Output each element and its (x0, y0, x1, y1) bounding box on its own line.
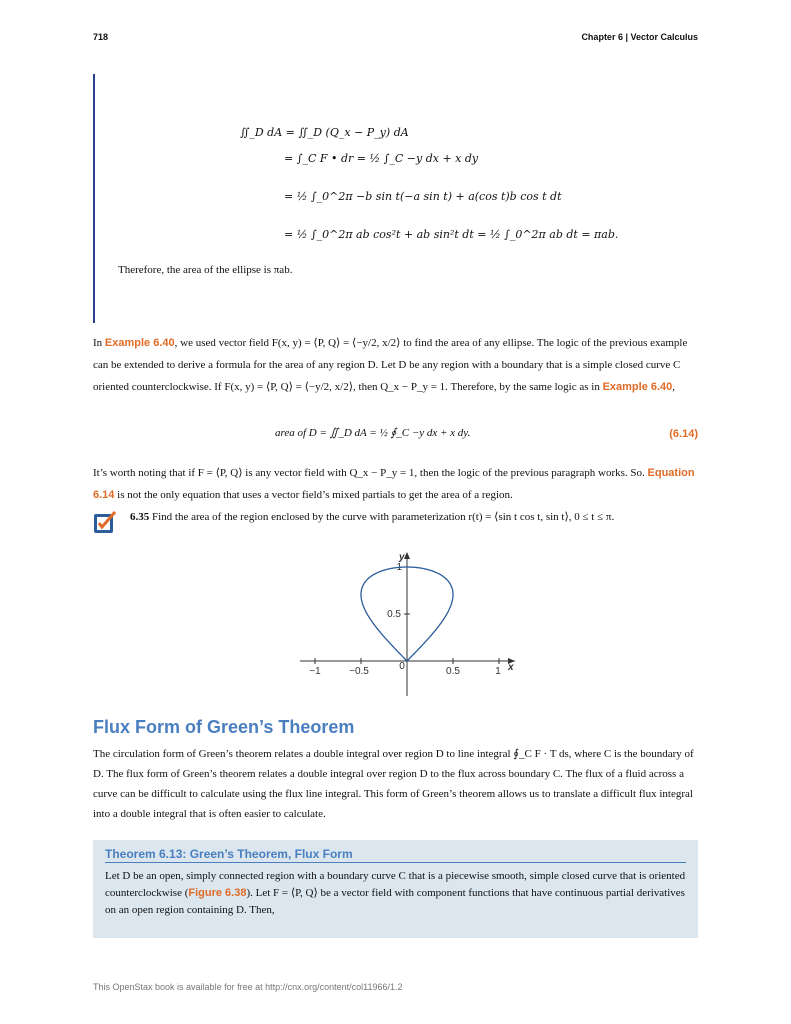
exercise-6-35: 6.35 Find the area of the region enclosed by the curve with parameterization r(t) = ⟨sin t cos t, sin t⟩, 0 ≤ t ≤ π. (130, 511, 615, 523)
math-line-3: = ½ ∫_0^2π −b sin t(−a sin t) + a(cos t)b cos t dt (284, 190, 562, 203)
footer-note: This OpenStax book is available for free at http://cnx.org/content/col11966/1.2 (93, 982, 403, 992)
theorem-title: Theorem 6.13: Green’s Theorem, Flux Form (105, 847, 686, 863)
x-axis-label: x (508, 662, 514, 673)
exercise-number: 6.35 (130, 511, 150, 523)
example-6-40-link-2[interactable]: Example 6.40 (602, 381, 673, 393)
origin-label: 0 (399, 661, 405, 672)
paragraph-mixed-partials: It’s worth noting that if F = ⟨P, Q⟩ is any vector field with Q_x − P_y = 1, then the logic of the previous paragraph works. So. Equation 6.14 is not the only equation that uses a vector field’s mixed partials to get the area of a region. (93, 467, 695, 501)
page-number: 718 (93, 32, 109, 42)
theorem-box (93, 840, 698, 938)
paragraph-flux-intro: The circulation form of Green’s theorem relates a double integral over region D to line integral ∮_C F · T ds, where C is the boundary of D. The flux form of Green’s theorem relates a double integral over region D to the flux across boundary C. The flux of a fluid across a curve can be difficult to calculate using the flux line integral. This form of Green’s theorem allows us to translate a difficult flux integral into a double integral that is often easier to calculate. (93, 748, 694, 820)
section-heading: Flux Form of Green’s Theorem (93, 717, 355, 737)
paragraph-area-formula: In Example 6.40, we used vector field F(x, y) = ⟨P, Q⟩ = ⟨−y/2, x/2⟩ to find the area of any ellipse. The logic of the previous example can be extended to derive a formula for the area of any region D. Let D be any region with a boundary that is a simple closed curve C oriented counterclockwise. If F(x, y) = ⟨P, Q⟩ = ⟨−y/2, x/2⟩, then Q_x − P_y = 1. Therefore, by the same logic as in Example 6.40, (93, 337, 688, 393)
equation-6-14-link[interactable]: Equation 6.14 (93, 467, 695, 501)
x-tick-label: −0.5 (349, 666, 369, 677)
x-tick-label: 0.5 (446, 666, 460, 677)
parametric-curve-graph (290, 548, 520, 698)
x-tick-label: −1 (309, 666, 321, 677)
math-line-1: ∬_D dA = ∬_D (Q_x − P_y) dA (240, 126, 409, 139)
example-side-bar (93, 74, 95, 323)
y-tick-label: 1 (396, 562, 402, 573)
exercise-checkmark-icon (93, 510, 117, 534)
example-conclusion: Therefore, the area of the ellipse is πab. (118, 264, 293, 276)
example-6-40-link[interactable]: Example 6.40 (104, 337, 175, 349)
x-tick-label: 1 (495, 666, 501, 677)
equation-number: (6.14) (669, 428, 698, 440)
theorem-text: Let D be an open, simply connected region with a boundary curve C that is a piecewise smooth, simple closed curve that is oriented counterclockwise (Figure 6.38). Let F = ⟨P, Q⟩ be a vector field with component functions that have continuous partial derivatives on an open region containing D. Then, (105, 870, 686, 916)
y-axis-label: y (399, 552, 405, 563)
figure-6-38-link[interactable]: Figure 6.38 (188, 887, 247, 899)
equation-6-14: area of D = ∬_D dA = ½ ∮_C −y dx + x dy. (275, 427, 471, 439)
math-line-2: = ∫_C F • dr = ½ ∫_C −y dx + x dy (284, 152, 479, 165)
y-axis-arrow (404, 552, 410, 559)
math-line-4: = ½ ∫_0^2π ab cos²t + ab sin²t dt = ½ ∫_0^2π ab dt = πab. (284, 228, 619, 241)
y-tick-label: 0.5 (387, 609, 401, 620)
chapter-title: Chapter 6 | Vector Calculus (581, 32, 698, 42)
